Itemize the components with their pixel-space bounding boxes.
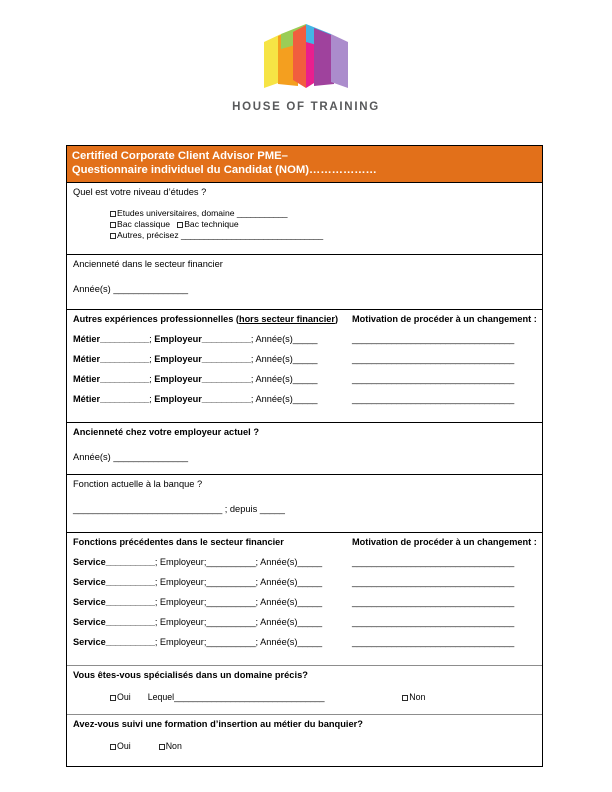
education-question: Quel est votre niveau d’études ?: [73, 186, 207, 197]
previous-functions-row-fields[interactable]: [73, 576, 352, 589]
training-question: Avez-vous suivi une formation d’insertion au métier du banquier?: [73, 719, 363, 730]
education-option-bac-technique-label: Bac technique: [184, 219, 239, 230]
other-experience-row[interactable]: [67, 373, 542, 386]
separator: ;: [154, 597, 158, 608]
other-experience-row-fields[interactable]: [73, 393, 352, 406]
field-blank-metier[interactable]: __________: [100, 374, 150, 385]
other-experience-header-main: Autres expériences professionnelles (: [73, 314, 239, 325]
field-label-employeur: Employeur;: [157, 597, 207, 608]
field-label-metier: Métier: [73, 374, 101, 385]
other-experience-header: [67, 313, 542, 326]
other-experience-row-fields[interactable]: [73, 353, 352, 366]
checkbox-icon[interactable]: [159, 744, 165, 750]
training-yes-label: Oui: [117, 741, 131, 752]
other-experience-header-motivation: Motivation de procéder à un changement :: [352, 314, 537, 325]
field-blank-employeur[interactable]: __________: [206, 637, 256, 648]
field-blank-service[interactable]: __________: [105, 577, 155, 588]
separator: ;: [250, 374, 254, 385]
field-label-service: Service: [73, 637, 106, 648]
field-label-service: Service: [73, 597, 106, 608]
separator: ;: [149, 354, 152, 365]
current-function-blank[interactable]: ______________________________: [73, 504, 223, 515]
other-experience-row[interactable]: [67, 393, 542, 406]
field-label-annees: Année(s): [253, 354, 293, 365]
seniority-sector-years-label: Année(s): [73, 284, 114, 295]
field-blank-employeur[interactable]: __________: [206, 577, 256, 588]
specialisation-which-blank[interactable]: ________________________________: [174, 692, 325, 703]
specialisation-no-label: Non: [409, 692, 426, 703]
field-blank-service[interactable]: __________: [105, 557, 155, 568]
seniority-current-years-label: Année(s): [73, 452, 114, 463]
seniority-current-years[interactable]: [67, 451, 542, 464]
separator: ;: [255, 637, 259, 648]
field-blank-annees[interactable]: _____: [292, 374, 318, 385]
previous-functions-row[interactable]: [67, 556, 542, 569]
field-label-employeur: Employeur;: [157, 577, 207, 588]
current-function-answer[interactable]: [67, 503, 542, 516]
current-function-since-blank[interactable]: _____: [259, 504, 285, 515]
specialisation-yes-label: Oui: [117, 692, 131, 703]
field-blank-annees[interactable]: _____: [297, 597, 322, 608]
field-blank-annees[interactable]: _____: [292, 334, 318, 345]
field-label-service: Service: [73, 577, 106, 588]
section-current-function: [67, 474, 542, 532]
previous-functions-header: [67, 536, 542, 549]
field-label-annees: Année(s): [258, 597, 298, 608]
seniority-current-question: Ancienneté chez votre employeur actuel ?: [73, 427, 259, 438]
field-blank-motivation[interactable]: _________________________________: [352, 577, 515, 588]
other-experience-header-close: ): [334, 314, 339, 325]
field-label-annees: Année(s): [253, 334, 293, 345]
separator: ;: [250, 394, 254, 405]
separator: ;: [149, 334, 152, 345]
section-seniority-sector: [67, 254, 542, 309]
other-experience-row-fields[interactable]: [73, 333, 352, 346]
separator: ;: [149, 374, 152, 385]
checkbox-icon[interactable]: [110, 233, 116, 239]
other-experience-row-fields[interactable]: [73, 373, 352, 386]
field-label-annees: Année(s): [253, 394, 293, 405]
checkbox-icon[interactable]: [110, 695, 116, 701]
house-of-training-logo-icon: [260, 22, 352, 92]
training-no-label: Non: [165, 741, 182, 752]
field-blank-annees[interactable]: _____: [297, 577, 322, 588]
field-blank-annees[interactable]: _____: [297, 557, 322, 568]
checkbox-icon[interactable]: [110, 744, 116, 750]
separator: ;: [154, 637, 158, 648]
separator: ;: [154, 617, 158, 628]
field-label-employeur: Employeur: [151, 374, 202, 385]
checkbox-icon[interactable]: [402, 695, 408, 701]
field-blank-employeur[interactable]: __________: [206, 597, 256, 608]
field-label-annees: Année(s): [258, 637, 298, 648]
previous-functions-row[interactable]: [67, 596, 542, 609]
field-label-employeur: Employeur;: [157, 637, 207, 648]
education-option-university[interactable]: [110, 208, 542, 219]
previous-functions-row-fields[interactable]: [73, 556, 352, 569]
field-blank-metier[interactable]: __________: [100, 354, 150, 365]
previous-functions-row[interactable]: [67, 576, 542, 589]
other-experience-header-underline: hors secteur financier: [238, 314, 335, 325]
field-label-employeur: Employeur: [151, 354, 202, 365]
form-title-line2: Questionnaire individuel du Candidat (NOM)………………: [71, 164, 377, 177]
previous-functions-header-motivation: Motivation de procéder à un changement :: [352, 537, 537, 548]
field-blank-motivation[interactable]: _________________________________: [352, 394, 515, 405]
section-specialisation: [67, 665, 542, 714]
field-blank-employeur[interactable]: __________: [201, 334, 251, 345]
separator: ;: [250, 354, 254, 365]
other-experience-row[interactable]: [67, 333, 542, 346]
previous-functions-row-fields[interactable]: [73, 596, 352, 609]
field-blank-metier[interactable]: __________: [100, 394, 150, 405]
previous-functions-row-fields[interactable]: [73, 636, 352, 649]
seniority-sector-years-blank[interactable]: _______________: [113, 284, 188, 295]
checkbox-icon[interactable]: [177, 222, 183, 228]
field-blank-employeur[interactable]: __________: [201, 394, 251, 405]
brand-wordmark: HOUSE OF TRAINING: [232, 101, 380, 113]
field-blank-annees[interactable]: _____: [292, 394, 318, 405]
field-blank-service[interactable]: __________: [105, 597, 155, 608]
separator: ;: [250, 334, 254, 345]
seniority-current-years-blank[interactable]: _______________: [113, 452, 188, 463]
field-label-metier: Métier: [73, 334, 101, 345]
separator: ;: [149, 394, 152, 405]
field-blank-motivation[interactable]: _________________________________: [352, 637, 515, 648]
field-label-service: Service: [73, 617, 106, 628]
section-seniority-current-employer: [67, 422, 542, 474]
field-blank-motivation[interactable]: _________________________________: [352, 374, 515, 385]
specialisation-answers[interactable]: [67, 691, 542, 704]
field-blank-metier[interactable]: __________: [100, 334, 150, 345]
separator: ;: [255, 557, 259, 568]
specialisation-which-label: Lequel: [147, 692, 175, 703]
field-label-annees: Année(s): [258, 617, 298, 628]
education-option-university-label: Etudes universitaires, domaine: [117, 207, 237, 218]
current-function-question: Fonction actuelle à la banque ?: [73, 479, 203, 490]
checkbox-icon[interactable]: [110, 211, 116, 217]
field-label-annees: Année(s): [258, 557, 298, 568]
field-label-employeur: Employeur;: [157, 557, 207, 568]
field-blank-annees[interactable]: _____: [297, 617, 322, 628]
education-option-university-blank[interactable]: ___________: [236, 207, 288, 218]
field-blank-annees[interactable]: _____: [297, 637, 322, 648]
section-other-experience: [67, 309, 542, 422]
questionnaire-form: [66, 145, 543, 767]
field-label-metier: Métier: [73, 354, 101, 365]
brand-header: [0, 22, 612, 113]
current-function-since-label: ; depuis: [222, 504, 260, 515]
education-option-bac-classique-label: Bac classique: [117, 219, 171, 230]
field-label-annees: Année(s): [258, 577, 298, 588]
field-label-employeur: Employeur;: [157, 617, 207, 628]
previous-functions-header-left: Fonctions précédentes dans le secteur financier: [73, 537, 284, 548]
education-option-other-label: Autres, précisez: [117, 230, 181, 241]
seniority-sector-years[interactable]: [67, 283, 542, 296]
field-blank-motivation[interactable]: _________________________________: [352, 557, 515, 568]
field-blank-motivation[interactable]: _________________________________: [352, 334, 515, 345]
field-label-employeur: Employeur: [151, 394, 202, 405]
field-blank-motivation[interactable]: _________________________________: [352, 617, 515, 628]
field-blank-annees[interactable]: _____: [292, 354, 318, 365]
field-blank-employeur[interactable]: __________: [206, 557, 256, 568]
section-previous-functions: [67, 532, 542, 665]
separator: ;: [255, 577, 259, 588]
seniority-sector-question: Ancienneté dans le secteur financier: [73, 259, 223, 270]
previous-functions-row[interactable]: [67, 636, 542, 649]
field-blank-service[interactable]: __________: [105, 617, 155, 628]
section-training: [67, 714, 542, 766]
separator: ;: [154, 557, 158, 568]
field-blank-employeur[interactable]: __________: [201, 354, 251, 365]
separator: ;: [255, 597, 259, 608]
training-answers[interactable]: [67, 740, 542, 753]
field-label-employeur: Employeur: [151, 334, 202, 345]
field-blank-motivation[interactable]: _________________________________: [352, 354, 515, 365]
field-label-metier: Métier: [73, 394, 101, 405]
previous-functions-row-fields[interactable]: [73, 616, 352, 629]
education-option-other[interactable]: [110, 230, 542, 241]
other-experience-header-left: [73, 313, 352, 326]
separator: ;: [255, 617, 259, 628]
field-blank-service[interactable]: __________: [105, 637, 155, 648]
form-title-line1: Certified Corporate Client Advisor PME–: [71, 150, 288, 162]
education-option-bac[interactable]: [110, 219, 542, 230]
checkbox-icon[interactable]: [110, 222, 116, 228]
other-experience-row[interactable]: [67, 353, 542, 366]
previous-functions-row[interactable]: [67, 616, 542, 629]
section-education: [67, 182, 542, 255]
field-label-service: Service: [73, 557, 106, 568]
field-blank-employeur[interactable]: __________: [201, 374, 251, 385]
field-blank-employeur[interactable]: __________: [206, 617, 256, 628]
education-option-other-blank[interactable]: _______________________________: [181, 230, 323, 241]
separator: ;: [154, 577, 158, 588]
field-blank-motivation[interactable]: _________________________________: [352, 597, 515, 608]
form-title-bar: [66, 145, 543, 182]
field-label-annees: Année(s): [253, 374, 293, 385]
specialisation-question: Vous êtes-vous spécialisés dans un domaine précis?: [73, 670, 308, 681]
